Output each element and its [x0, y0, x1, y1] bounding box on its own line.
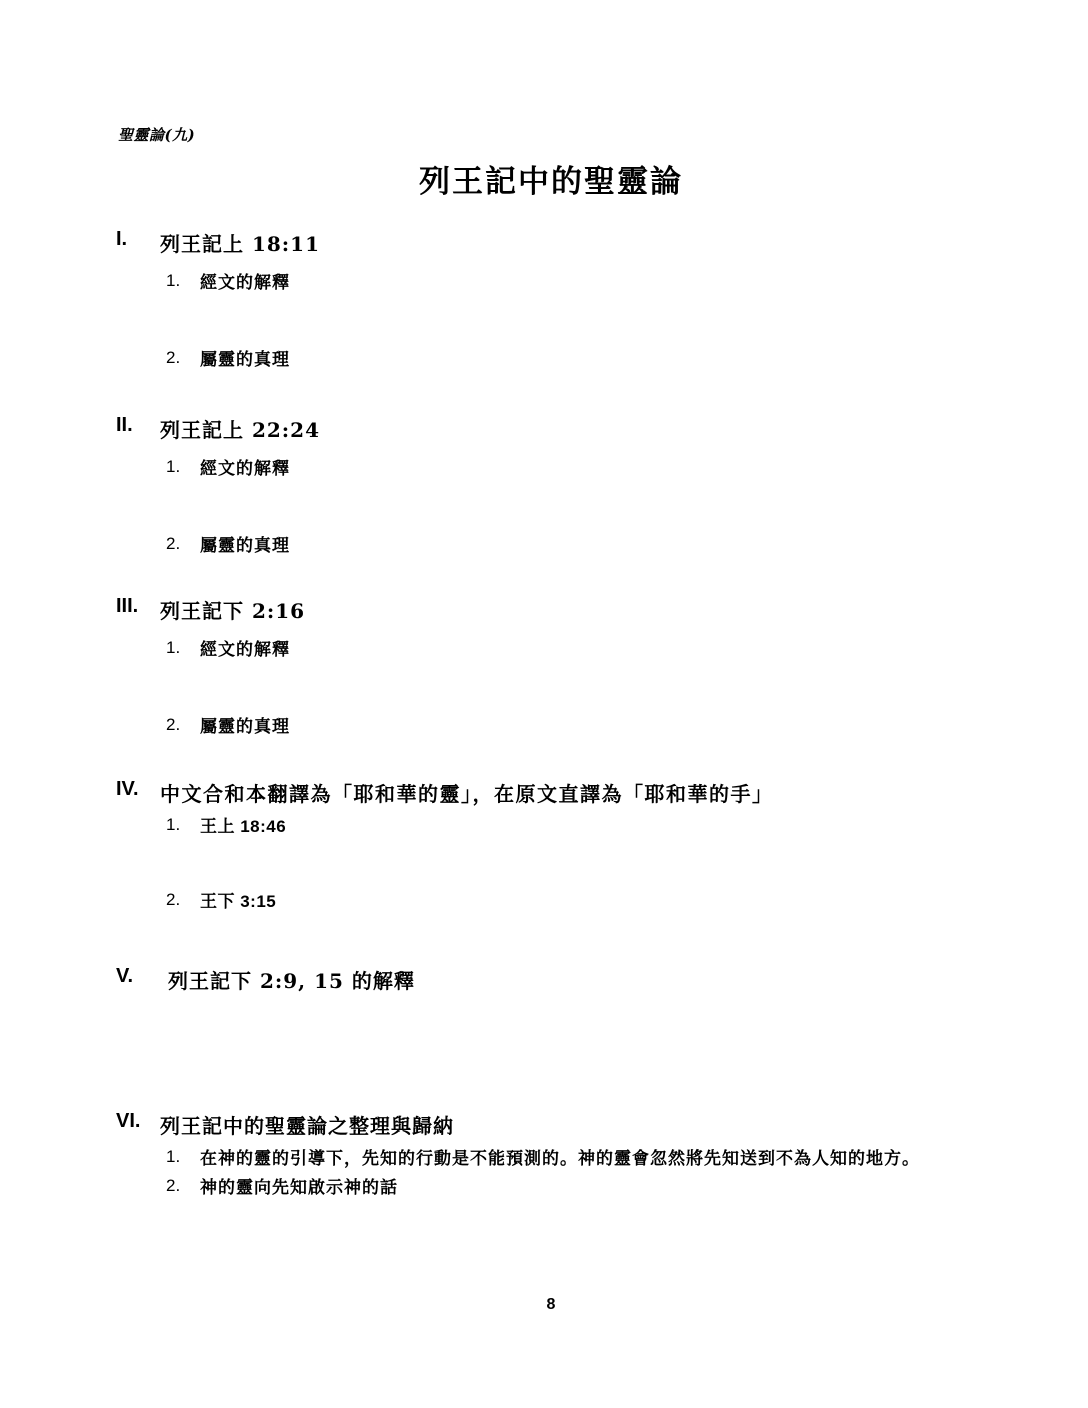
item-number: 2.	[166, 533, 181, 553]
item-number: 1.	[166, 271, 181, 290]
section-items	[116, 638, 986, 739]
item-number: 1.	[166, 638, 181, 657]
item-number: 1.	[166, 1147, 181, 1166]
section-heading	[116, 414, 986, 443]
list-item	[116, 348, 986, 373]
item-text: 經文的解釋	[200, 273, 290, 293]
list-item	[116, 1147, 986, 1172]
item-text: 經文的解釋	[200, 459, 290, 479]
section-heading	[116, 965, 986, 994]
section-heading	[116, 1110, 986, 1139]
item-number: 2.	[166, 714, 181, 734]
section-items	[116, 1147, 986, 1200]
item-text: 神的靈向先知啟示神的話	[200, 1177, 398, 1198]
list-item	[116, 457, 986, 482]
section-title: 列王記下 2:9, 15 的解釋	[168, 969, 415, 993]
item-text: 屬靈的真理	[200, 349, 290, 370]
section-title: 中文合和本翻譯為「耶和華的靈」，在原文直譯為「耶和華的手」	[160, 782, 774, 806]
item-number: 2.	[166, 1175, 181, 1195]
item-number: 2.	[166, 347, 181, 367]
section-4	[116, 778, 986, 914]
section-number: V.	[116, 965, 134, 987]
section-title: 列王記中的聖靈論之整理與歸納	[160, 1114, 454, 1138]
item-text: 屬靈的真理	[200, 716, 290, 737]
section-6	[116, 1110, 986, 1200]
list-item	[116, 638, 986, 663]
list-item	[116, 271, 986, 296]
section-3	[116, 595, 986, 739]
section-2	[116, 414, 986, 558]
item-text: 王上 18:46	[200, 817, 287, 836]
header-note: 聖靈論(九)	[118, 126, 196, 144]
page-title: 列王記中的聖靈論	[419, 164, 683, 200]
section-number: II.	[116, 414, 133, 436]
section-title: 列王記上 18:11	[160, 232, 321, 256]
item-number: 1.	[166, 815, 181, 834]
list-item	[116, 715, 986, 740]
section-5	[116, 965, 986, 994]
list-item	[116, 815, 986, 840]
section-number: I.	[116, 228, 128, 250]
page-number: 8	[546, 1296, 556, 1313]
item-text: 經文的解釋	[200, 640, 290, 660]
item-text: 屬靈的真理	[200, 535, 290, 556]
section-number: VI.	[116, 1110, 141, 1132]
list-item	[116, 534, 986, 559]
list-item	[116, 890, 986, 915]
section-number: IV.	[116, 778, 139, 800]
section-items	[116, 271, 986, 372]
section-heading	[116, 595, 986, 624]
item-text: 王下 3:15	[200, 891, 277, 911]
item-number: 2.	[166, 889, 181, 909]
section-number: III.	[116, 595, 139, 617]
section-items	[116, 815, 986, 914]
section-1	[116, 228, 986, 372]
section-heading	[116, 228, 986, 257]
section-title: 列王記上 22:24	[160, 418, 321, 442]
section-title: 列王記下 2:16	[160, 599, 306, 623]
item-number: 1.	[166, 457, 181, 476]
section-heading	[116, 778, 986, 807]
section-items	[116, 457, 986, 558]
item-text: 在神的靈的引導下，先知的行動是不能預測的。神的靈會忽然將先知送到不為人知的地方。	[200, 1149, 920, 1169]
list-item	[116, 1176, 986, 1201]
